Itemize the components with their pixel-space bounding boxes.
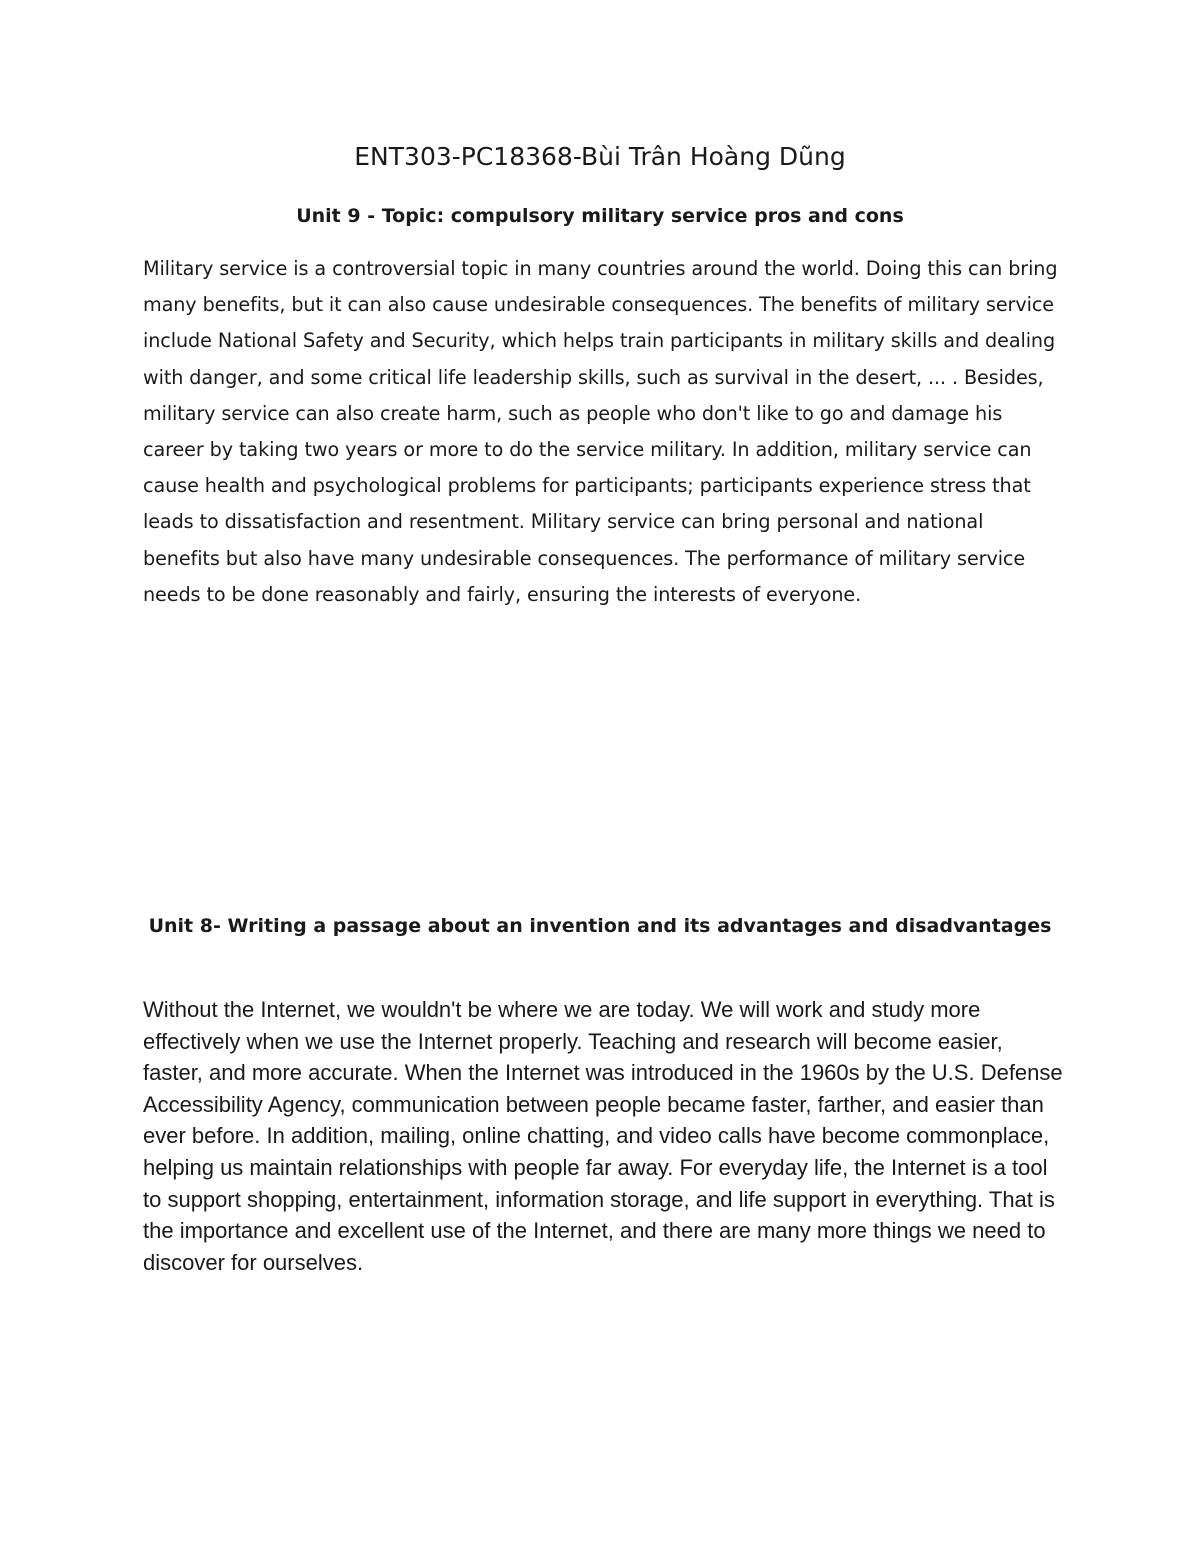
unit9-paragraph: Military service is a controversial topic in many countries around the world. Doing this can bring many benefits, but it can also cause undesirable consequences. The benefits of military service include National Safety and Security, which helps train participants in military skills and dealing with danger, and some critical life leadership skills, such as survival in the desert, ... . Besides, military service can also create harm, such as people who don't like to go and damage his career by taking two years or more to do the service military. In addition, military service can cause health and psychological problems for participants; participants experience stress that leads to dissatisfaction and resentment. Military service can bring personal and national benefits but also have many undesirable consequences. The performance of military service needs to be done reasonably and fairly, ensuring the interests of everyone. bbox=[143, 257, 1058, 606]
unit8-heading: Unit 8- Writing a passage about an invention and its advantages and disadvantages bbox=[148, 915, 1052, 937]
unit8-paragraph: Without the Internet, we wouldn't be where we are today. We will work and study more effectively when we use the Internet properly. Teaching and research will become easier, faster, and more accurate. When the Internet was introduced in the 1960s by the U.S. Defense Accessibility Agency, communication between people became faster, farther, and easier than ever before. In addition, mailing, online chatting, and video calls have become commonplace, helping us maintain relationships with people far away. For everyday life, the Internet is a tool to support shopping, entertainment, information storage, and life support in everything. That is the importance and excellent use of the Internet, and there are many more things we need to discover for ourselves. bbox=[143, 997, 1063, 1275]
document-title: ENT303-PC18368-Bùi Trân Hoàng Dũng bbox=[354, 142, 846, 171]
unit9-heading: Unit 9 - Topic: compulsory military service pros and cons bbox=[296, 205, 904, 227]
